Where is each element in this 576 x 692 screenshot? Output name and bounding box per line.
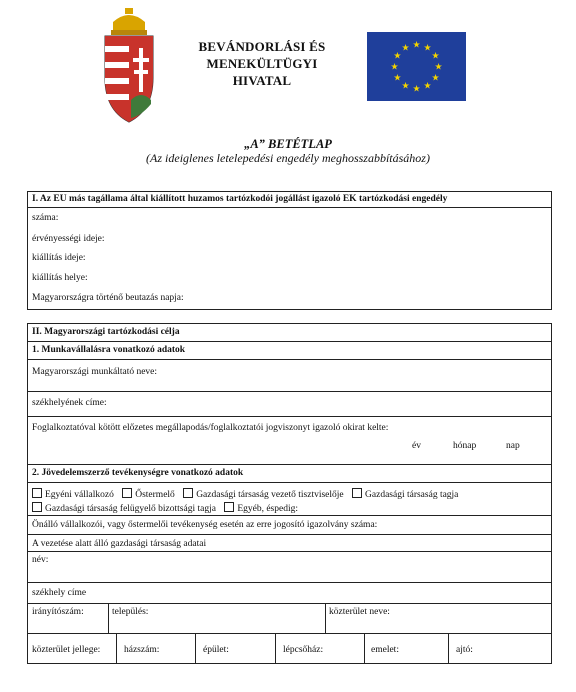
company-hq-field[interactable]: székhely címe <box>28 582 551 604</box>
eu-star-icon: ★ <box>431 50 440 61</box>
door-field[interactable]: ajtó: <box>456 645 473 655</box>
eu-star-icon: ★ <box>434 61 443 72</box>
street-type-field[interactable]: közterület jellege: <box>32 645 101 655</box>
form-subtitle: (Az ideiglenes letelepedési engedély meghosszabbításához) <box>146 151 430 165</box>
postcode-field[interactable]: irányítószám: <box>32 607 84 617</box>
eu-star-icon: ★ <box>401 80 410 91</box>
sole-trader-checkbox[interactable] <box>32 488 42 498</box>
primary-producer-checkbox[interactable] <box>122 488 132 498</box>
supervisory-board-checkbox[interactable] <box>32 502 42 512</box>
day-label: nap <box>506 441 520 451</box>
agreement-date-field[interactable] <box>28 416 551 464</box>
year-label: év <box>412 441 421 451</box>
company-member-checkbox[interactable] <box>352 488 362 498</box>
license-number-field[interactable]: Önálló vállalkozói, vagy őstermelői tevékenység esetén az erre jogosító igazolvány száma: <box>28 515 551 534</box>
section-1-heading: I. Az EU más tagállama által kiállított huzamos tartózkodói jogállást igazoló EK tartózkodási engedély <box>32 194 448 204</box>
eu-star-icon: ★ <box>412 83 421 94</box>
field-issue-place[interactable]: kiállítás helye: <box>32 273 88 283</box>
company-data-heading: A vezetése alatt álló gazdasági társaság adatai <box>28 534 551 551</box>
other-label: Egyéb, éspedig: <box>237 504 298 514</box>
eu-star-icon: ★ <box>393 50 402 61</box>
income-data-heading: 2. Jövedelemszerző tevékenységre vonatkozó adatok <box>28 464 551 478</box>
eu-star-icon: ★ <box>423 42 432 53</box>
eu-star-icon: ★ <box>412 39 421 50</box>
section-2-heading: II. Magyarországi tartózkodási célja <box>32 327 180 337</box>
month-label: hónap <box>453 441 477 451</box>
eu-star-icon: ★ <box>390 61 399 72</box>
primary-producer-label: Őstermelő <box>135 490 175 500</box>
work-data-heading: 1. Munkavállalásra vonatkozó adatok <box>28 341 551 355</box>
section-1-box <box>27 191 552 310</box>
form-title: „A” BETÉTLAP <box>244 137 332 151</box>
field-issue-date[interactable]: kiállítás ideje: <box>32 253 86 263</box>
house-number-field[interactable]: házszám: <box>124 645 160 655</box>
building-field[interactable]: épület: <box>203 645 229 655</box>
settlement-field[interactable]: település: <box>112 607 149 617</box>
field-validity[interactable]: érvényességi ideje: <box>32 234 105 244</box>
eu-star-icon: ★ <box>401 42 410 53</box>
other-checkbox[interactable] <box>224 502 234 512</box>
organization-name <box>178 38 346 89</box>
org-line-1: BEVÁNDORLÁSI ÉS <box>198 39 326 54</box>
field-number[interactable]: száma: <box>28 207 551 223</box>
eu-star-icon: ★ <box>431 72 440 83</box>
staircase-field[interactable]: lépcsőház: <box>283 645 324 655</box>
employer-name-field[interactable]: Magyarországi munkáltató neve: <box>28 359 551 391</box>
company-member-label: Gazdasági társaság tagja <box>365 490 459 500</box>
eu-star-icon: ★ <box>393 72 402 83</box>
employer-seat-field[interactable]: székhelyének címe: <box>28 391 551 416</box>
eu-flag-icon <box>367 32 466 101</box>
supervisory-board-label: Gazdasági társaság felügyelő bizottsági tagja <box>45 504 216 514</box>
field-entry-date[interactable]: Magyarországra történő beutazás napja: <box>32 293 184 303</box>
org-line-3: HIVATAL <box>232 73 292 88</box>
coat-of-arms-icon <box>101 6 157 126</box>
section-2-box <box>27 323 552 604</box>
agreement-label: Foglalkoztatóval kötött előzetes megállapodás/foglalkoztatói jogviszonyt igazoló okirat kelte: <box>32 423 389 433</box>
sole-trader-label: Egyéni vállalkozó <box>45 490 114 500</box>
company-officer-label: Gazdasági társaság vezető tisztviselője <box>196 490 344 500</box>
company-name-field[interactable]: név: <box>28 551 551 582</box>
org-line-2: MENEKÜLTÜGYI <box>206 56 318 71</box>
activity-checkboxes <box>28 482 551 515</box>
company-officer-checkbox[interactable] <box>183 488 193 498</box>
address-row-2 <box>27 633 552 664</box>
floor-field[interactable]: emelet: <box>371 645 399 655</box>
eu-star-icon: ★ <box>423 80 432 91</box>
address-row-1 <box>27 603 552 634</box>
street-name-field[interactable]: közterület neve: <box>329 607 390 617</box>
